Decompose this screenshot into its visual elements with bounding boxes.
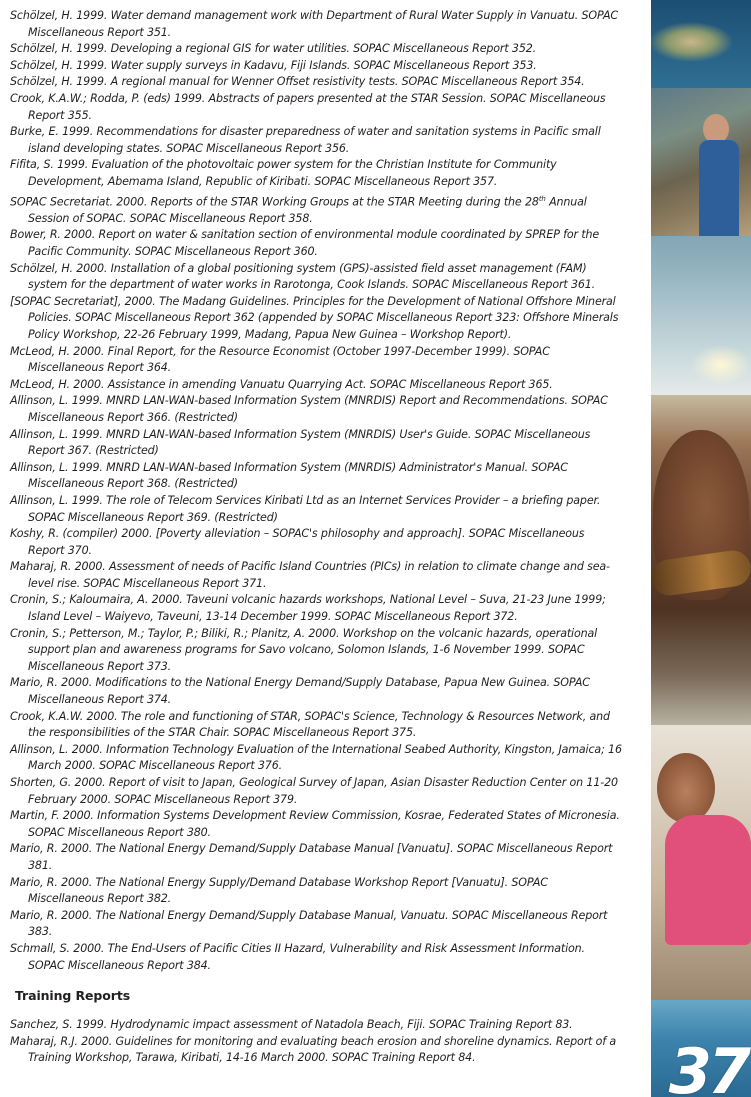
- island-photo: [651, 0, 751, 88]
- water-pump-photo: [651, 88, 751, 236]
- training-reports-list: [10, 1017, 622, 1067]
- list-item: Maharaj, R. 2000. Assessment of needs of Pacific Island Countries (PICs) in relation to climate change and sea-level rise. SOPAC Miscellaneous Report 371.: [10, 560, 610, 590]
- list-item: Mario, R. 2000. The National Energy Supply/Demand Database Workshop Report [Vanuatu]. SOPAC Miscellaneous Report 382.: [10, 875, 548, 906]
- list-item: Allinson, L. 1999. MNRD LAN-WAN-based Information System (MNRDIS) User's Guide. SOPAC Miscellaneous Report 367. (Restricted): [10, 427, 591, 458]
- list-item: Schölzel, H. 1999. Water demand management work with Department of Rural Water Supply in Vanuatu. SOPAC Miscellaneous Report 351.: [10, 9, 619, 39]
- list-item: Mario, R. 2000. The National Energy Demand/Supply Database Manual, Vanuatu. SOPAC Miscellaneous Report 383.: [10, 908, 608, 939]
- list-item: Burke, E. 1999. Recommendations for disaster preparedness of water and sanitation systems in Pacific small island developing states. SOPAC Miscellaneous Report 356.: [10, 125, 601, 155]
- star-ref-superscript: th: [538, 194, 546, 203]
- list-item: Schölzel, H. 2000. Installation of a global positioning system (GPS)-assisted field asset management (FAM) system for the department of water works in Rarotonga, Cook Islands. SOPAC Miscellaneous Report 361.: [10, 261, 596, 292]
- list-item: McLeod, H. 2000. Final Report, for the Resource Economist (October 1997-December 1999). SOPAC Miscellaneous Report 364.: [10, 344, 550, 375]
- reference-list: [10, 8, 622, 1067]
- list-item: Schölzel, H. 1999. Developing a regional GIS for water utilities. SOPAC Miscellaneous Report 352.: [10, 42, 537, 56]
- list-item: Cronin, S.; Petterson, M.; Taylor, P.; Biliki, R.; Planitz, A. 2000. Workshop on the volcanic hazards, operational support plan and awareness programs for Savo volcano, Solomon Islands, 1-6 November 1999. SOPAC Miscellaneous Report 373.: [10, 626, 598, 673]
- page-number: 37: [668, 1035, 747, 1097]
- star-ref-text-end: Annual Session of SOPAC. SOPAC Miscellaneous Report 358.: [28, 195, 587, 225]
- list-item: Koshy, R. (compiler) 2000. [Poverty alleviation – SOPAC's philosophy and approach]. SOPAC Miscellaneous Report 370.: [10, 527, 585, 557]
- list-item: Martin, F. 2000. Information Systems Development Review Commission, Kosrae, Federated States of Micronesia. SOPAC Miscellaneous Report 380.: [10, 809, 620, 839]
- star-ref-text: SOPAC Secretariat. 2000. Reports of the STAR Working Groups at the STAR Meeting during the 28: [10, 195, 539, 209]
- list-item: Schmall, S. 2000. The End-Users of Pacific Cities II Hazard, Vulnerability and Risk Assessment Information. SOPAC Miscellaneous Report 384.: [10, 941, 585, 972]
- photo-strip: [651, 0, 751, 1097]
- girl-photo: [651, 725, 751, 1000]
- light-flare: [651, 330, 751, 400]
- list-item: Bower, R. 2000. Report on water & sanitation section of environmental module coordinated by SPREP for the Pacific Community. SOPAC Miscellaneous Report 360.: [10, 228, 600, 258]
- list-item: Crook, K.A.W.; Rodda, P. (eds) 1999. Abstracts of papers presented at the STAR Session. SOPAC Miscellaneous Report 355.: [10, 91, 606, 122]
- list-item: [SOPAC Secretariat], 2000. The Madang Guidelines. Principles for the Development of National Offshore Mineral Policies. SOPAC Miscellaneous Report 362 (appended by SOPAC Miscellaneous Report 323: Offshore Minerals Policy Workshop, 22-26 February 1999, Madang, Papua New Guinea – Workshop Report).: [10, 294, 619, 341]
- list-item: Sanchez, S. 1999. Hydrodynamic impact assessment of Natadola Beach, Fiji. SOPAC Training Report 83.: [10, 1018, 573, 1032]
- child-drinking-photo: [651, 395, 751, 725]
- training-reports-heading: Training Reports: [15, 988, 131, 1004]
- list-item: Schölzel, H. 1999. Water supply surveys in Kadavu, Fiji Islands. SOPAC Miscellaneous Report 353.: [10, 58, 537, 72]
- list-item: Allinson, L. 1999. MNRD LAN-WAN-based Information System (MNRDIS) Report and Recommendations. SOPAC Miscellaneous Report 366. (Restricted): [10, 394, 608, 424]
- list-item: Allinson, L. 1999. The role of Telecom Services Kiribati Ltd as an Internet Services Provider – a briefing paper. SOPAC Miscellaneous Report 369. (Restricted): [10, 493, 601, 524]
- list-item: Cronin, S.; Kaloumaira, A. 2000. Taveuni volcanic hazards workshops, National Level – Suva, 21-23 June 1999; Island Level – Waiyevo, Taveuni, 13-14 December 1999. SOPAC Miscellaneous Report 372.: [10, 593, 606, 624]
- list-item: Allinson, L. 1999. MNRD LAN-WAN-based Information System (MNRDIS) Administrator's Manual. SOPAC Miscellaneous Report 368. (Restricted): [10, 460, 568, 491]
- list-item: Maharaj, R.J. 2000. Guidelines for monitoring and evaluating beach erosion and shoreline dynamics. Report of a Training Workshop, Tarawa, Kiribati, 14-16 March 2000. SOPAC Training Report 84.: [10, 1034, 617, 1065]
- list-item: Fifita, S. 1999. Evaluation of the photovoltaic power system for the Christian Institute for Community Development, Abemama Island, Republic of Kiribati. SOPAC Miscellaneous Report 357.: [10, 158, 557, 188]
- list-item: Mario, R. 2000. The National Energy Demand/Supply Database Manual [Vanuatu]. SOPAC Miscellaneous Report 381.: [10, 842, 613, 872]
- list-item: Shorten, G. 2000. Report of visit to Japan, Geological Survey of Japan, Asian Disaster Reduction Center on 11-20 February 2000. SOPAC Miscellaneous Report 379.: [10, 776, 618, 806]
- list-item: Crook, K.A.W. 2000. The role and functioning of STAR, SOPAC's Science, Technology & Resources Network, and the responsibilities of the STAR Chair. SOPAC Miscellaneous Report 375.: [10, 709, 610, 740]
- list-item: Mario, R. 2000. Modifications to the National Energy Demand/Supply Database, Papua New Guinea. SOPAC Miscellaneous Report 374.: [10, 676, 590, 707]
- misc-reports-list: [10, 8, 622, 974]
- list-item: McLeod, H. 2000. Assistance in amending Vanuatu Quarrying Act. SOPAC Miscellaneous Report 365.: [10, 377, 553, 391]
- list-item: Allinson, L. 2000. Information Technology Evaluation of the International Seabed Authority, Kingston, Jamaica; 16 March 2000. SOPAC Miscellaneous Report 376.: [10, 742, 622, 773]
- list-item-star-report: [10, 191, 622, 228]
- list-item: Schölzel, H. 1999. A regional manual for Wenner Offset resistivity tests. SOPAC Miscellaneous Report 354.: [10, 75, 585, 89]
